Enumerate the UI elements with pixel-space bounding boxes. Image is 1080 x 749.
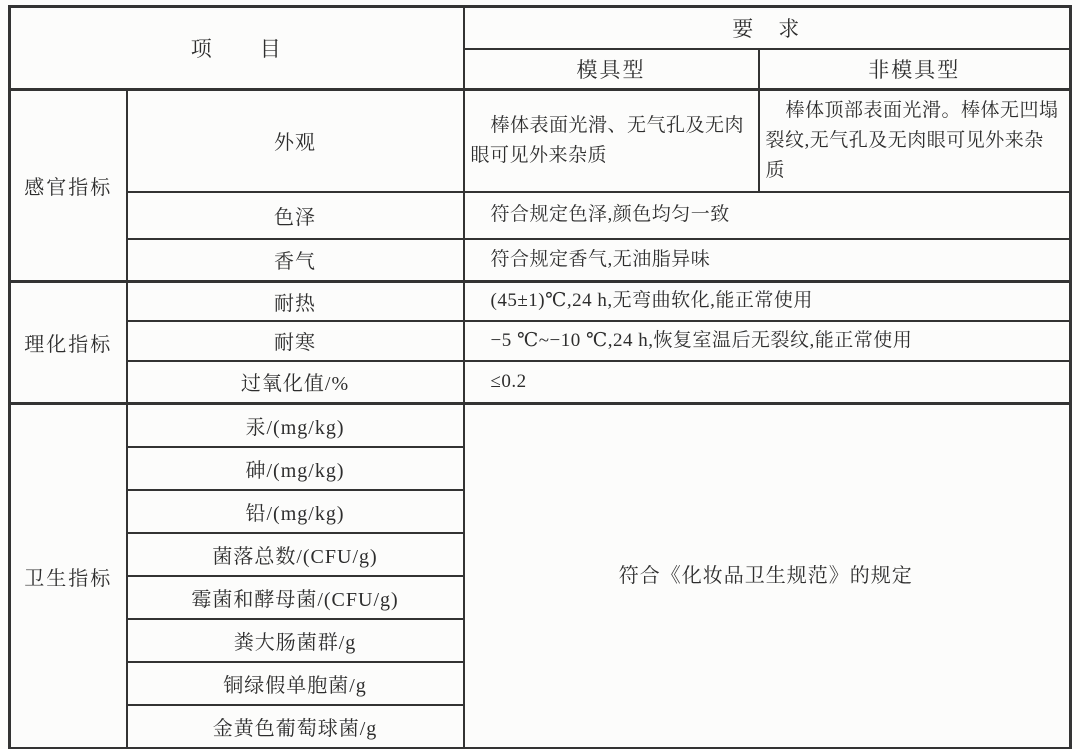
item-cold-resistance: 耐寒 — [127, 321, 464, 361]
header-non-mold-type: 非模具型 — [759, 49, 1071, 90]
category-physicochemical: 理化指标 — [10, 282, 127, 404]
item-pseudomonas-aeruginosa: 铜绿假单胞菌/g — [127, 662, 464, 705]
item-mold-and-yeast: 霉菌和酵母菌/(CFU/g) — [127, 576, 464, 619]
item-appearance: 外观 — [127, 90, 464, 192]
value-peroxide: ≤0.2 — [464, 361, 1071, 404]
item-color: 色泽 — [127, 192, 464, 239]
item-lead: 铅/(mg/kg) — [127, 490, 464, 533]
category-hygiene: 卫生指标 — [10, 404, 127, 749]
item-peroxide-value: 过氧化值/% — [127, 361, 464, 404]
item-mercury: 汞/(mg/kg) — [127, 404, 464, 447]
item-arsenic: 砷/(mg/kg) — [127, 447, 464, 490]
item-fragrance: 香气 — [127, 239, 464, 282]
item-fecal-coliform: 粪大肠菌群/g — [127, 619, 464, 662]
item-total-colony-count: 菌落总数/(CFU/g) — [127, 533, 464, 576]
header-mold-type: 模具型 — [464, 49, 759, 90]
header-requirement: 要 求 — [464, 7, 1071, 49]
item-staphylococcus-aureus: 金黄色葡萄球菌/g — [127, 705, 464, 749]
value-appearance-mold: 棒体表面光滑、无气孔及无肉眼可见外来杂质 — [464, 90, 759, 192]
spec-table — [8, 5, 1072, 749]
category-sensory: 感官指标 — [10, 90, 127, 282]
value-color: 符合规定色泽,颜色均匀一致 — [464, 192, 1071, 239]
item-heat-resistance: 耐热 — [127, 282, 464, 321]
value-hygiene: 符合《化妆品卫生规范》的规定 — [464, 404, 1071, 749]
value-cold-resistance: −5 ℃~−10 ℃,24 h,恢复室温后无裂纹,能正常使用 — [464, 321, 1071, 361]
value-heat-resistance: (45±1)℃,24 h,无弯曲软化,能正常使用 — [464, 282, 1071, 321]
header-project: 项 目 — [10, 7, 464, 90]
value-fragrance: 符合规定香气,无油脂异味 — [464, 239, 1071, 282]
value-appearance-non-mold: 棒体顶部表面光滑。棒体无凹塌裂纹,无气孔及无肉眼可见外来杂质 — [759, 90, 1071, 192]
